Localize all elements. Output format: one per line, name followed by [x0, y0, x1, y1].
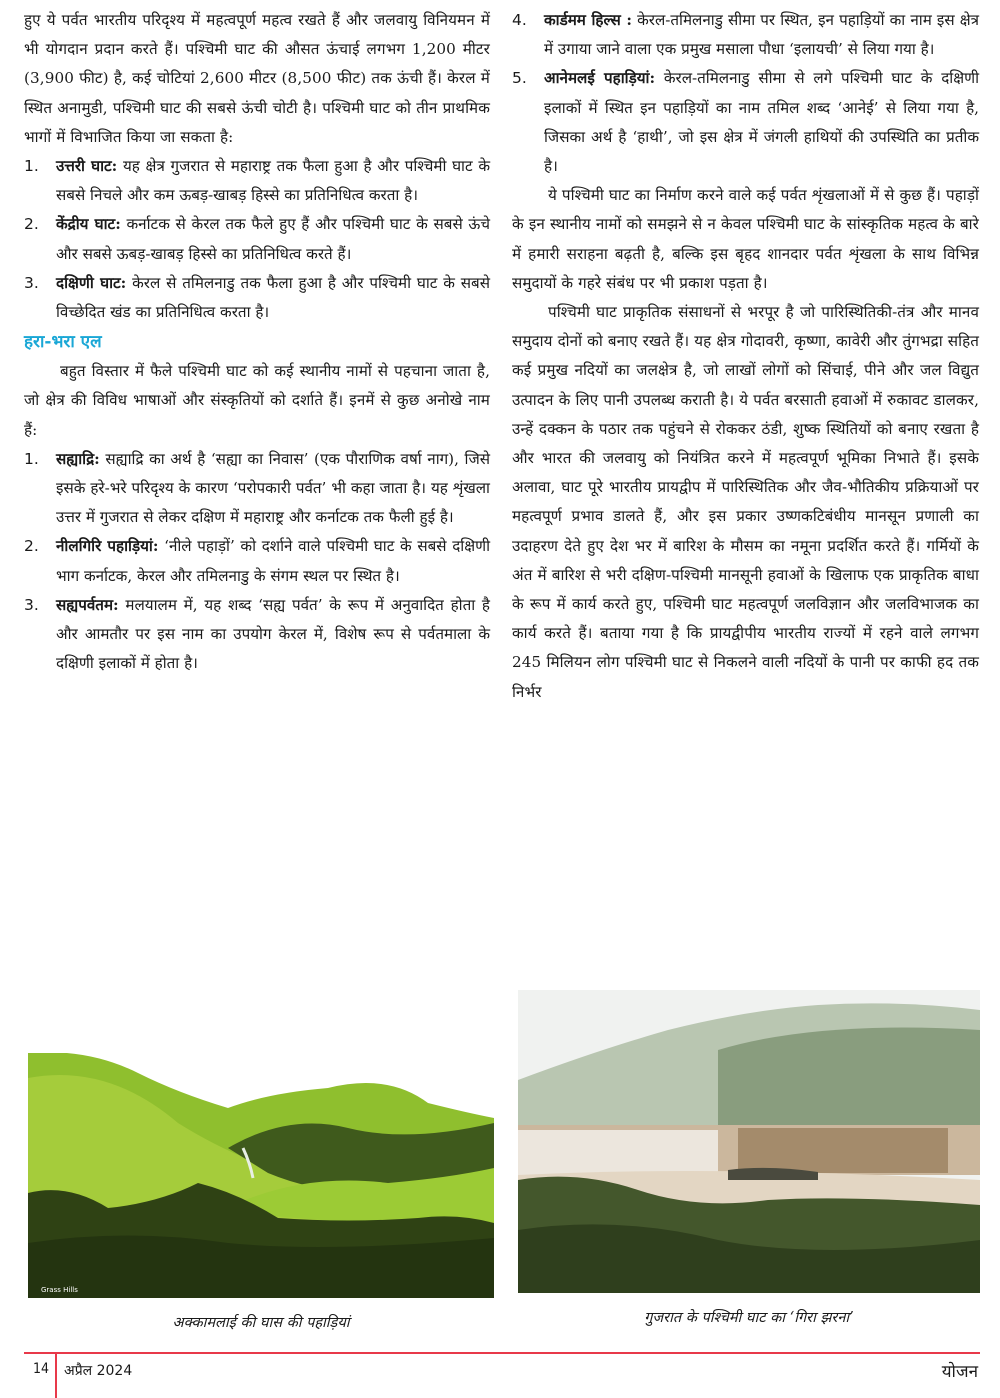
waterfall-illustration [518, 990, 980, 1293]
body-paragraph: पश्चिमी घाट प्राकृतिक संसाधनों से भरपूर है जो पारिस्थितिकी-तंत्र और मानव समुदाय दोनों को बनाए रखते हैं। यह क्षेत्र गोदावरी, कृष्णा, कावेरी और तुंगभद्रा सहित कई प्रमुख नदियों का जलक्षेत्र है, जो लाखों लोगों को सिंचाई, पीने और जल विद्युत उत्पादन के लिए पानी उपलब्ध कराती है। ये पर्वत बरसाती हवाओं में रुकावट डालकर, उन्हें दक्कन के पठार तक पहुंचने से रोककर ठंडी, शुष्क स्थितियों को बनाए रखता है और भारत की जलवायु को नियंत्रित करने में महत्वपूर्ण भूमिका निभाते हैं। इसके अलावा, घाट पूरे भारतीय प्रायद्वीप में पारिस्थितिक और जैव-भौतिकीय प्रक्रियाओं पर महत्वपूर्ण प्रभाव डालते हैं, और इस प्रकार उष्णकटिबंधीय मानसून प्रणाली का उदाहरण देते हुए देश भर में बारिश के मौसम का नमूना प्रदर्शित करते हैं। गर्मियों के अंत में बारिश से भरी दक्षिण-पश्चिमी मानसूनी हवाओं के खिलाफ एक प्राकृतिक बाधा के रूप में कार्य करते हुए, पश्चिमी घाट महत्वपूर्ण जलविज्ञान और जलविभाजक का कार्य करते हैं। बताया गया है कि प्रायद्वीपीय भारतीय राज्यों में रहने वाले लगभग 245 मिलियन लोग पश्चिमी घाट से निकलने वाली नदियों के पानी पर काफी हद तक निर्भर [512, 303, 979, 701]
list-text: कर्नाटक से केरल तक फैले हुए हैं और पश्चिमी घाट के सबसे ऊंचे और सबसे ऊबड़-खाबड़ हिस्से का प्रतिनिधित्व करते हैं। [56, 215, 490, 263]
list-text: ‘नीले पहाड़ों’ को दर्शाने वाले पश्चिमी घाट के सबसे दक्षिणी भाग कर्नाटक, केरल और तमिलनाडु के संगम स्थल पर स्थित है। [56, 537, 491, 585]
list-term: केंद्रीय घाट: [56, 215, 121, 234]
list-text: केरल से तमिलनाडु तक फैला हुआ है और पश्चिमी घाट के सबसे विच्छेदित खंड का प्रतिनिधित्व करता है। [56, 273, 490, 322]
list-item [512, 64, 979, 181]
list-item [24, 269, 490, 327]
list-number: 3. [24, 595, 39, 614]
list-item [24, 445, 490, 533]
right-column [512, 6, 979, 707]
list-term: कार्डमम हिल्स : [544, 11, 632, 29]
section-heading: हरा-भरा एल [24, 332, 102, 353]
list-term: नीलगिरि पहाड़ियां: [56, 537, 159, 556]
list-text: मलयालम में, यह शब्द ‘सह्य पर्वत’ के रूप में अनुवादित होता है और आमतौर पर इस नाम का उपयोग केरल में, विशेष रूप से पर्वतमाला के दक्षिणी इलाकों में होता है। [56, 595, 490, 673]
footer-vertical-divider [55, 1352, 57, 1398]
ghat-divisions-list [24, 152, 490, 327]
issue-date: अप्रैल 2024 [64, 1363, 133, 1379]
list-text: केरल-तमिलनाडु सीमा से लगे पश्चिमी घाट के दक्षिणी इलाकों में स्थित इन पहाड़ियों का नाम तमिल शब्द ‘आनेई’ से लिया गया है, जिसका अर्थ है ‘हाथी’, जो इस क्षेत्र में जंगली हाथियों की उपस्थिति का प्रतीक है। [544, 69, 980, 176]
local-names-list [24, 445, 490, 679]
list-term: आनेमलई पहाड़ियां: [544, 69, 656, 88]
grass-hills-photo [28, 1053, 494, 1298]
grass-hills-illustration [28, 1053, 494, 1298]
figure-caption-right: गुजरात के पश्चिमी घाट का ‘गिरा झरना’ [644, 1310, 854, 1326]
list-number: 5. [512, 69, 527, 88]
list-number: 3. [24, 273, 39, 292]
list-item [24, 152, 490, 210]
body-paragraph: ये पश्चिमी घाट का निर्माण करने वाले कई पर्वत शृंखलाओं में से कुछ हैं। पहाड़ों के इन स्थानीय नामों को समझने से न केवल पश्चिमी घाट के सांस्कृतिक महत्व के बारे में हमारी सराहना बढ़ती है, बल्कि इस बृहद शानदार पर्वत शृंखला के साथ विभिन्न समुदायों के गहरे संबंध पर भी प्रकाश पड़ता है। [512, 186, 979, 292]
list-term: उत्तरी घाट: [56, 157, 118, 176]
list-text: केरल-तमिलनाडु सीमा पर स्थित, इन पहाड़ियों का नाम इस क्षेत्र में उगाया जाने वाला एक प्रमुख मसाला पौधा ‘इलायची’ से लिया गया है। [544, 11, 980, 59]
list-item [24, 591, 490, 679]
figure-caption-left: अक्कामलाई की घास की पहाड़ियां [172, 1315, 350, 1331]
list-item [512, 6, 979, 64]
gira-waterfall-photo [518, 990, 980, 1293]
list-number: 2. [24, 215, 39, 234]
page-number: 14 [33, 1361, 50, 1377]
intro-paragraph: हुए ये पर्वत भारतीय परिदृश्य में महत्वपूर्ण महत्व रखते हैं और जलवायु विनियमन में भी योगदान प्रदान करते हैं। पश्चिमी घाट की औसत ऊंचाई लगभग 1,200 मीटर (3,900 फीट) है, कई चोटियां 2,600 मीटर (8,500 फीट) तक ऊंची हैं। केरल में स्थित अनामुडी, पश्चिमी घाट की सबसे ऊंची चोटी है। पश्चिमी घाट को तीन प्राथमिक भागों में विभाजित किया जा सकता है: [24, 11, 490, 146]
local-names-list-continued [512, 6, 979, 181]
magazine-name: योजन [941, 1362, 978, 1382]
list-number: 1. [24, 157, 39, 176]
section-intro: बहुत विस्तार में फैले पश्चिमी घाट को कई स्थानीय नामों से पहचाना जाता है, जो क्षेत्र की विविध भाषाओं और संस्कृतियों को दर्शाते हैं। इनमें से कुछ अनोखे नाम हैं: [24, 362, 490, 439]
list-term: सह्याद्रि: [56, 449, 100, 468]
left-column [24, 6, 490, 678]
list-number: 2. [24, 537, 39, 556]
list-text: यह क्षेत्र गुजरात से महाराष्ट्र तक फैला हुआ है और पश्चिमी घाट के सबसे निचले और कम ऊबड़-खाबड़ हिस्से का प्रतिनिधित्व करता है। [56, 157, 491, 205]
photo-label: Grass Hills [41, 1286, 78, 1294]
footer-divider [24, 1352, 980, 1354]
list-item [24, 532, 490, 590]
list-text: सह्याद्रि का अर्थ है ‘सह्या का निवास’ (एक पौराणिक वर्षा नाग), जिसे इसके हरे-भरे परिदृश्य के कारण ‘परोपकारी पर्वत’ भी कहा जाता है। यह शृंखला उत्तर में गुजरात से लेकर दक्षिण में महाराष्ट्र और कर्नाटक तक फैली हुई है। [56, 449, 490, 527]
list-term: दक्षिणी घाट: [56, 273, 127, 292]
list-number: 1. [24, 449, 39, 468]
list-term: सह्यपर्वतम: [56, 595, 119, 614]
list-number: 4. [512, 11, 527, 29]
list-item [24, 210, 490, 268]
